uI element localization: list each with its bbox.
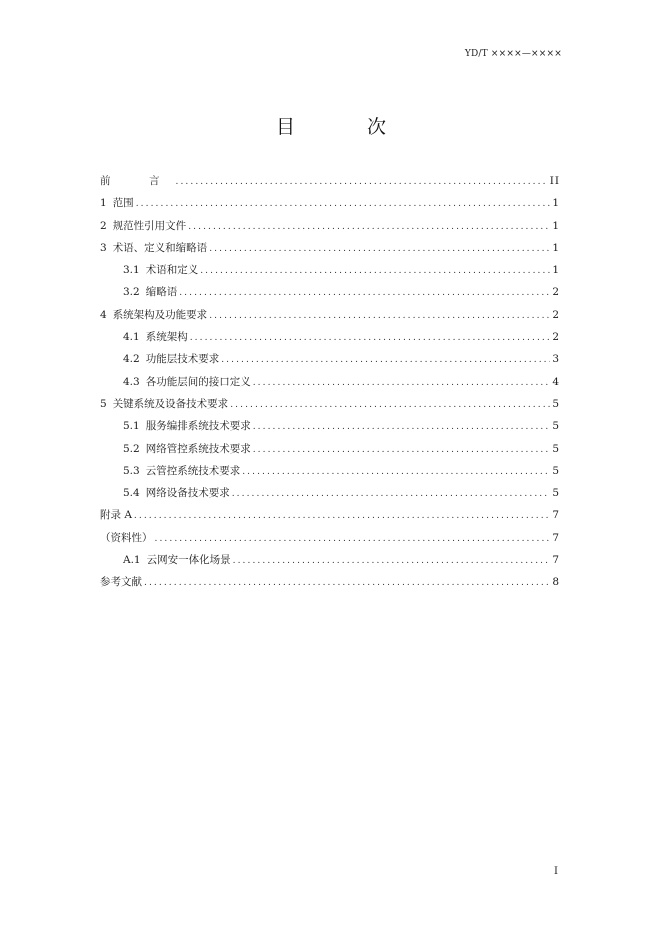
toc-entry-label: 缩略语 bbox=[145, 286, 178, 299]
toc-entry-abbreviations[interactable] bbox=[100, 281, 560, 303]
toc-entry-label: 系统架构 bbox=[145, 331, 188, 344]
toc-entry-page: 5 bbox=[552, 464, 560, 477]
toc-entry-number: 1 bbox=[100, 197, 107, 210]
toc-leader-dots bbox=[134, 505, 550, 527]
toc-entry-label: 网络管控系统技术要求 bbox=[145, 442, 251, 455]
toc-entry-page: 2 bbox=[552, 308, 560, 321]
toc-entry-number: A.1 bbox=[123, 554, 141, 567]
toc-leader-dots bbox=[230, 394, 550, 416]
toc-leader-dots bbox=[136, 193, 551, 215]
toc-entry-page: 7 bbox=[552, 531, 560, 544]
toc-leader-dots bbox=[179, 282, 550, 304]
toc-entry-label: （资料性） bbox=[100, 531, 153, 544]
toc-entry-network-devices[interactable] bbox=[100, 482, 560, 504]
toc-entry-label: 附录 A bbox=[100, 509, 132, 522]
toc-leader-dots bbox=[253, 416, 551, 438]
toc-entry-page: 7 bbox=[552, 509, 560, 522]
toc-entry-service-orchestration[interactable] bbox=[100, 415, 560, 437]
toc-entry-number: 3.2 bbox=[123, 286, 140, 299]
toc-entry-page: 3 bbox=[552, 353, 560, 366]
toc-entry-label: 前 言 bbox=[100, 175, 174, 187]
toc-entry-label: 术语和定义 bbox=[145, 264, 199, 277]
toc-entry-scope[interactable] bbox=[100, 192, 560, 214]
toc-entry-system-architecture[interactable] bbox=[100, 326, 560, 348]
toc-entry-normative-references[interactable] bbox=[100, 215, 560, 237]
toc-entry-label: 参考文献 bbox=[100, 576, 142, 589]
toc-entry-label: 关键系统及设备技术要求 bbox=[112, 397, 229, 410]
toc-entry-key-systems[interactable] bbox=[100, 393, 560, 415]
toc-entry-terms-definitions[interactable] bbox=[100, 259, 560, 281]
toc-entry-label: 功能层技术要求 bbox=[145, 353, 220, 366]
toc-entry-page: 2 bbox=[552, 331, 560, 344]
toc-entry-number: 5.3 bbox=[123, 464, 140, 477]
toc-entry-label: 云管控系统技术要求 bbox=[145, 464, 241, 477]
toc-entry-number: 4.1 bbox=[123, 331, 140, 344]
toc-entry-page: 1 bbox=[552, 197, 560, 210]
toc-entry-appendix-a[interactable] bbox=[100, 504, 560, 526]
toc-entry-label: 系统架构及功能要求 bbox=[112, 308, 208, 321]
toc-leader-dots bbox=[200, 260, 550, 282]
toc-entry-label: 网络设备技术要求 bbox=[145, 487, 230, 500]
toc-leader-dots bbox=[209, 238, 550, 260]
toc-entry-number: 3 bbox=[100, 241, 107, 254]
toc-entry-label: 范围 bbox=[112, 197, 134, 210]
toc-entry-number: 4 bbox=[100, 308, 107, 321]
toc-entry-label: 术语、定义和缩略语 bbox=[112, 241, 208, 254]
toc-entry-page: 5 bbox=[552, 397, 560, 410]
toc-entry-label: 各功能层间的接口定义 bbox=[145, 375, 251, 388]
toc-entry-page: 5 bbox=[552, 442, 560, 455]
toc-entry-page: 1 bbox=[552, 241, 560, 254]
toc-entry-appendix-a-note[interactable] bbox=[100, 527, 560, 549]
toc-entry-page: 7 bbox=[552, 554, 560, 567]
toc-leader-dots bbox=[232, 483, 551, 505]
toc-entry-label: 云网安一体化场景 bbox=[146, 554, 231, 567]
toc-leader-dots bbox=[253, 372, 551, 394]
toc-leader-dots bbox=[188, 216, 550, 238]
title-char-2: 次 bbox=[367, 116, 387, 138]
toc-entry-architecture-requirements[interactable] bbox=[100, 304, 560, 326]
toc-entry-page: 1 bbox=[552, 219, 560, 232]
toc-entry-page: 5 bbox=[552, 420, 560, 433]
toc-entry-page: 4 bbox=[552, 375, 560, 388]
toc-entry-number: 4.2 bbox=[123, 353, 140, 366]
toc-entry-number: 5.4 bbox=[123, 487, 140, 500]
toc-entry-cloud-control[interactable] bbox=[100, 460, 560, 482]
page-title bbox=[0, 112, 662, 139]
toc-entry-number: 3.1 bbox=[123, 264, 140, 277]
toc-entry-number: 4.3 bbox=[123, 375, 140, 388]
toc-entry-page: 8 bbox=[552, 576, 560, 589]
toc-entry-number: 5.2 bbox=[123, 442, 140, 455]
toc-leader-dots bbox=[144, 572, 550, 594]
toc-leader-dots bbox=[209, 305, 550, 327]
toc-entry-page: 2 bbox=[552, 286, 560, 299]
toc-entry-page: 5 bbox=[552, 487, 560, 500]
toc-leader-dots bbox=[221, 349, 550, 371]
toc-entry-label: 服务编排系统技术要求 bbox=[145, 420, 251, 433]
toc-entry-label: 规范性引用文件 bbox=[112, 219, 187, 232]
toc-leader-dots bbox=[176, 171, 548, 193]
toc-leader-dots bbox=[242, 461, 550, 483]
toc-entry-references[interactable] bbox=[100, 571, 560, 593]
toc-entry-number: 5.1 bbox=[123, 420, 140, 433]
title-char-1: 目 bbox=[275, 116, 295, 138]
toc-entry-page: 1 bbox=[552, 264, 560, 277]
toc-entry-interface-definitions[interactable] bbox=[100, 371, 560, 393]
document-code: YD/T ××××—×××× bbox=[464, 49, 562, 59]
toc-leader-dots bbox=[253, 439, 551, 461]
toc-leader-dots bbox=[190, 327, 551, 349]
toc-leader-dots bbox=[155, 528, 551, 550]
toc-entry-network-control[interactable] bbox=[100, 438, 560, 460]
toc-entry-terms[interactable] bbox=[100, 237, 560, 259]
toc-leader-dots bbox=[233, 550, 551, 572]
table-of-contents bbox=[100, 170, 560, 594]
toc-entry-foreword[interactable] bbox=[100, 170, 560, 192]
toc-entry-page: II bbox=[549, 175, 560, 187]
toc-entry-appendix-a1[interactable] bbox=[100, 549, 560, 571]
toc-entry-functional-layer-requirements[interactable] bbox=[100, 348, 560, 370]
toc-entry-number: 2 bbox=[100, 219, 107, 232]
page-number: I bbox=[554, 866, 558, 877]
toc-entry-number: 5 bbox=[100, 397, 107, 410]
